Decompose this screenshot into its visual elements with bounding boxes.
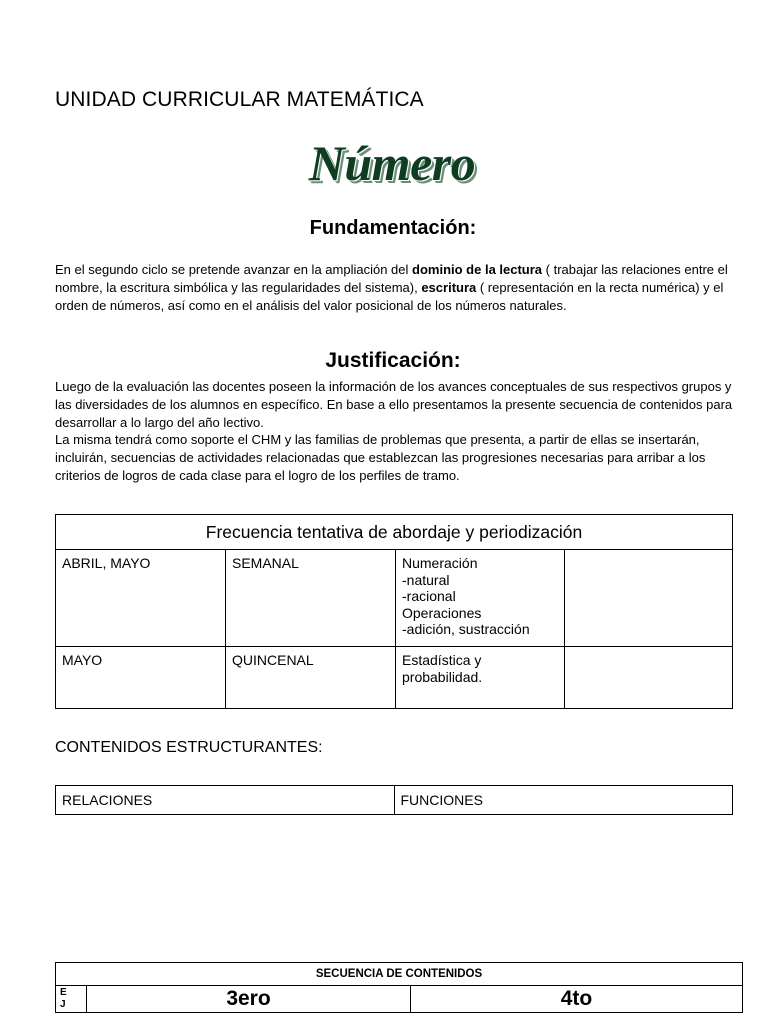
sequence-table-header: SECUENCIA DE CONTENIDOS: [56, 963, 743, 986]
table-row: [56, 550, 733, 647]
fund-text-2: ( trabajar las relaciones entre el nombre, la escritura simbólica y las regularidades del sistema),: [55, 262, 728, 295]
period-cell: ABRIL, MAYO: [56, 550, 226, 647]
content-line: -natural: [402, 571, 450, 588]
justificacion-heading: Justificación:: [325, 349, 461, 372]
justificacion-paragraph-1: Luego de la evaluación las docentes poseen la información de los avances conceptuales de sus respectivos grupos y las diversidades de los alumnos en específico. En base a ello presentamos la presente secuencia de contenidos para desarrollar a lo largo del año lectivo.: [55, 379, 733, 430]
fundamentacion-heading: Fundamentación:: [309, 217, 477, 239]
fundamentacion-paragraph: [55, 261, 735, 314]
sequence-table: [55, 962, 743, 1013]
word-art-title: Número: [308, 135, 476, 191]
extra-cell: [565, 647, 733, 709]
content-cell: Estadística y probabilidad.: [396, 647, 565, 709]
fund-text-3: ( representación en la recta numérica) y el orden de números, así como en el análisis del valor posicional de los números naturales.: [55, 279, 724, 313]
extra-cell: [565, 550, 733, 647]
contenidos-table: [55, 785, 733, 815]
frequency-table-header: Frecuencia tentativa de abordaje y periodización: [56, 515, 733, 550]
content-line: -adición, sustracción: [402, 621, 530, 638]
ej-line: E: [60, 987, 67, 998]
content-line: -racional: [402, 588, 456, 605]
justificacion-paragraph: [55, 378, 735, 485]
unit-title: UNIDAD CURRICULAR MATEMÁTICA: [55, 88, 424, 111]
justificacion-paragraph-2: La misma tendrá como soporte el CHM y las familias de problemas que presenta, a partir de ellas se insertarán, incluirán, secuencias de actividades relacionadas que establezcan las progresiones necesarias para arribar a los criterios de logros de cada clase para el logro de los perfiles de tramo.: [55, 432, 706, 483]
frequency-table: [55, 514, 733, 709]
frequency-cell: QUINCENAL: [226, 647, 396, 709]
contenido-cell-relaciones: RELACIONES: [56, 786, 395, 815]
ej-cell: [56, 986, 87, 1013]
contenidos-label: CONTENIDOS ESTRUCTURANTES:: [55, 739, 323, 756]
fund-bold-2: escritura: [421, 279, 477, 295]
grade-3ero: 3ero: [87, 986, 411, 1013]
period-cell: MAYO: [56, 647, 226, 709]
fund-bold-1: dominio de la lectura: [412, 262, 543, 277]
contenido-cell-funciones: FUNCIONES: [394, 786, 733, 815]
table-row: [56, 786, 733, 815]
fund-text-1: En el segundo ciclo se pretende avanzar en la ampliación del: [55, 262, 413, 277]
content-cell: [396, 550, 565, 647]
grade-4to: 4to: [411, 986, 743, 1013]
content-line: Numeración: [402, 555, 478, 571]
table-row: [56, 647, 733, 709]
content-line: Operaciones: [402, 604, 482, 621]
ej-line: J: [60, 999, 66, 1010]
table-row: [56, 986, 743, 1013]
frequency-cell: SEMANAL: [226, 550, 396, 647]
